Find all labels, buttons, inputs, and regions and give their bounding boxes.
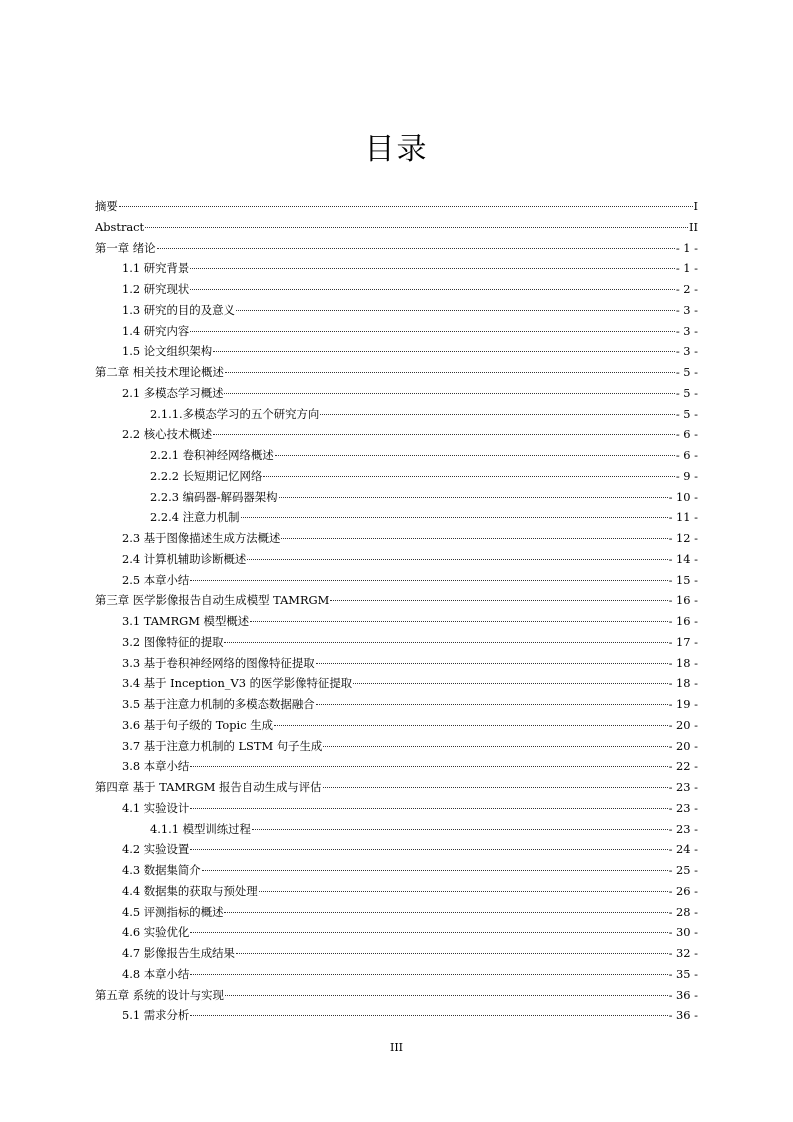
toc-entry-label: 第一章 绪论 bbox=[95, 240, 156, 255]
toc-entry[interactable] bbox=[95, 839, 698, 860]
toc-entry-page: II bbox=[689, 219, 698, 234]
toc-entry-label: 摘要 bbox=[95, 199, 118, 213]
toc-entry-label: 3.7 基于注意力机制的 LSTM 句子生成 bbox=[122, 738, 323, 753]
toc-entry-page: - 26 - bbox=[668, 883, 698, 898]
toc-entry[interactable] bbox=[95, 902, 698, 923]
toc-entry-page: - 17 - bbox=[668, 634, 698, 649]
toc-dot-leader bbox=[316, 704, 668, 705]
toc-entry[interactable] bbox=[95, 590, 698, 611]
toc-entry[interactable] bbox=[95, 922, 698, 943]
toc-entry-label: 1.5 论文组织架构 bbox=[122, 344, 213, 359]
toc-dot-leader bbox=[157, 248, 675, 249]
toc-entry-label: 1.4 研究内容 bbox=[122, 323, 190, 338]
toc-entry-page: - 22 - bbox=[668, 759, 698, 774]
toc-entry[interactable] bbox=[95, 466, 698, 487]
toc-entry-label: 4.6 实验优化 bbox=[122, 925, 190, 940]
toc-dot-leader bbox=[281, 538, 667, 539]
toc-dot-leader bbox=[330, 600, 667, 601]
toc-entry-label: 4.7 影像报告生成结果 bbox=[122, 946, 235, 960]
toc-entry-page: - 3 - bbox=[675, 302, 698, 317]
toc-entry[interactable] bbox=[95, 860, 698, 881]
toc-entry-page: - 5 - bbox=[675, 406, 698, 421]
toc-entry-label: 3.2 图像特征的提取 bbox=[122, 634, 224, 649]
toc-entry[interactable] bbox=[95, 694, 698, 715]
toc-entry[interactable] bbox=[95, 279, 698, 300]
toc-entry-page: - 15 - bbox=[668, 572, 698, 587]
toc-entry-page: - 18 - bbox=[668, 676, 698, 691]
toc-entry[interactable] bbox=[95, 653, 698, 674]
toc-entry-label: 4.8 本章小结 bbox=[122, 966, 190, 981]
toc-entry[interactable] bbox=[95, 487, 698, 508]
toc-entry-label: 4.2 实验设置 bbox=[122, 842, 190, 857]
toc-entry[interactable] bbox=[95, 507, 698, 528]
toc-entry-label: 2.2.4 注意力机制 bbox=[150, 510, 240, 525]
toc-entry-label: 4.1 实验设计 bbox=[122, 800, 190, 815]
toc-entry-page: - 2 - bbox=[675, 282, 698, 296]
toc-entry[interactable] bbox=[95, 1005, 698, 1026]
toc-entry-page: - 16 - bbox=[668, 593, 698, 608]
toc-entry-label: 3.5 基于注意力机制的多模态数据融合 bbox=[122, 697, 315, 711]
toc-entry-label: 4.4 数据集的获取与预处理 bbox=[122, 883, 258, 898]
toc-entry[interactable] bbox=[95, 404, 698, 425]
toc-entry[interactable] bbox=[95, 196, 698, 217]
toc-entry[interactable] bbox=[95, 238, 698, 259]
page-title: 目录 bbox=[364, 132, 429, 167]
toc-entry-page: - 18 - bbox=[668, 655, 698, 670]
toc-entry-label: 2.3 基于图像描述生成方法概述 bbox=[122, 531, 281, 545]
toc-dot-leader bbox=[279, 497, 668, 498]
toc-entry-label: 2.2.3 编码器-解码器架构 bbox=[150, 489, 278, 504]
toc-entry-label: 3.4 基于 Inception_V3 的医学影像特征提取 bbox=[122, 676, 353, 691]
toc-entry[interactable] bbox=[95, 570, 698, 591]
toc-entry-label: 2.2.1 卷积神经网络概述 bbox=[150, 448, 274, 462]
toc-dot-leader bbox=[316, 663, 668, 664]
toc-entry-page: - 14 - bbox=[668, 551, 698, 566]
toc-entry-label: 4.1.1 模型训练过程 bbox=[150, 821, 251, 836]
toc-entry-page: - 6 - bbox=[675, 427, 698, 442]
toc-entry-label: 第四章 基于 TAMRGM 报告自动生成与评估 bbox=[95, 780, 322, 794]
toc-entry-page: - 6 - bbox=[675, 448, 698, 462]
toc-dot-leader bbox=[247, 559, 667, 560]
toc-dot-leader bbox=[353, 683, 667, 684]
toc-entry-page: - 12 - bbox=[668, 531, 698, 545]
toc-entry-page: - 36 - bbox=[668, 1008, 698, 1023]
toc-entry[interactable] bbox=[95, 819, 698, 840]
toc-dot-leader bbox=[225, 995, 668, 996]
toc-entry-page: - 20 - bbox=[668, 738, 698, 753]
toc-entry-label: 1.3 研究的目的及意义 bbox=[122, 302, 235, 317]
toc-dot-leader bbox=[274, 725, 668, 726]
toc-dot-leader bbox=[225, 372, 675, 373]
toc-dot-leader bbox=[224, 912, 667, 913]
toc-entry-page: - 30 - bbox=[668, 925, 698, 940]
toc-entry[interactable] bbox=[95, 777, 698, 798]
toc-dot-leader bbox=[259, 891, 668, 892]
toc-dot-leader bbox=[323, 746, 667, 747]
toc-dot-leader bbox=[190, 849, 667, 850]
toc-entry-page: - 1 - bbox=[675, 261, 698, 276]
toc-entry[interactable] bbox=[95, 756, 698, 777]
toc-dot-leader bbox=[250, 621, 667, 622]
toc-entry[interactable] bbox=[95, 798, 698, 819]
toc-entry[interactable] bbox=[95, 528, 698, 549]
toc-dot-leader bbox=[241, 517, 668, 518]
toc-dot-leader bbox=[213, 351, 675, 352]
toc-entry-label: 1.1 研究背景 bbox=[122, 261, 190, 276]
toc-entry-page: - 32 - bbox=[668, 946, 698, 960]
toc-entry[interactable] bbox=[95, 424, 698, 445]
toc-entry[interactable] bbox=[95, 445, 698, 466]
toc-entry-label: 5.1 需求分析 bbox=[122, 1008, 190, 1023]
toc-entry-page: - 25 - bbox=[668, 863, 698, 877]
toc-dot-leader bbox=[236, 953, 668, 954]
toc-entry[interactable] bbox=[95, 258, 698, 279]
toc-entry-page: - 11 - bbox=[668, 510, 698, 525]
toc-dot-leader bbox=[190, 974, 667, 975]
page-number: III bbox=[389, 1041, 404, 1054]
toc-dot-leader bbox=[190, 808, 667, 809]
toc-entry-page: I bbox=[693, 199, 698, 213]
toc-dot-leader bbox=[263, 476, 674, 477]
toc-entry-page: - 20 - bbox=[668, 717, 698, 732]
toc-dot-leader bbox=[224, 642, 667, 643]
toc-entry[interactable] bbox=[95, 321, 698, 342]
toc-entry-page: - 3 - bbox=[675, 323, 698, 338]
toc-entry-label: 4.3 数据集简介 bbox=[122, 863, 201, 877]
toc-entry-page: - 35 - bbox=[668, 966, 698, 981]
toc-dot-leader bbox=[190, 331, 675, 332]
toc-entry[interactable] bbox=[95, 217, 698, 238]
toc-entry-page: - 23 - bbox=[668, 780, 698, 794]
toc-entry-label: 第五章 系统的设计与实现 bbox=[95, 987, 224, 1002]
toc-entry-page: - 10 - bbox=[668, 489, 698, 504]
toc-entry-page: - 24 - bbox=[668, 842, 698, 857]
toc-dot-leader bbox=[275, 455, 675, 456]
toc-entry-page: - 16 - bbox=[668, 614, 698, 628]
toc-dot-leader bbox=[236, 310, 675, 311]
toc-entry-page: - 23 - bbox=[668, 821, 698, 836]
toc-dot-leader bbox=[119, 206, 693, 207]
toc-entry[interactable] bbox=[95, 611, 698, 632]
toc-entry-page: - 9 - bbox=[675, 468, 698, 483]
toc-entry[interactable] bbox=[95, 964, 698, 985]
toc-entry-page: - 3 - bbox=[675, 344, 698, 359]
toc-dot-leader bbox=[145, 227, 688, 228]
toc-entry-label: 4.5 评测指标的概述 bbox=[122, 904, 224, 919]
toc-entry[interactable] bbox=[95, 673, 698, 694]
toc-entry-page: - 36 - bbox=[668, 987, 698, 1002]
toc-entry-label: Abstract bbox=[95, 219, 145, 234]
toc-entry[interactable] bbox=[95, 881, 698, 902]
toc-entry-label: 3.6 基于句子级的 Topic 生成 bbox=[122, 717, 273, 732]
toc-entry-page: - 19 - bbox=[668, 697, 698, 711]
toc-entry-label: 3.1 TAMRGM 模型概述 bbox=[122, 614, 250, 628]
toc-entry-label: 2.5 本章小结 bbox=[122, 572, 190, 587]
toc-entry-page: - 1 - bbox=[675, 240, 698, 255]
toc-dot-leader bbox=[190, 766, 667, 767]
toc-entry-label: 2.4 计算机辅助诊断概述 bbox=[122, 551, 247, 566]
toc-entry[interactable] bbox=[95, 943, 698, 964]
toc-entry-label: 2.2 核心技术概述 bbox=[122, 427, 213, 442]
toc-entry-label: 2.1 多模态学习概述 bbox=[122, 385, 224, 400]
toc-entry[interactable] bbox=[95, 985, 698, 1006]
toc-dot-leader bbox=[202, 870, 668, 871]
toc-entry[interactable] bbox=[95, 300, 698, 321]
toc-dot-leader bbox=[224, 393, 674, 394]
toc-entry-label: 2.2.2 长短期记忆网络 bbox=[150, 468, 263, 483]
toc-dot-leader bbox=[213, 434, 675, 435]
toc-entry-page: - 5 - bbox=[675, 385, 698, 400]
toc-entry-label: 2.1.1.多模态学习的五个研究方向 bbox=[150, 406, 320, 421]
toc-entry[interactable] bbox=[95, 383, 698, 404]
toc-entry[interactable] bbox=[95, 362, 698, 383]
toc-dot-leader bbox=[190, 932, 667, 933]
toc-entry-label: 1.2 研究现状 bbox=[122, 282, 190, 296]
toc-dot-leader bbox=[190, 580, 667, 581]
toc-entry-label: 3.8 本章小结 bbox=[122, 759, 190, 774]
toc-entry[interactable] bbox=[95, 341, 698, 362]
toc-entry-label: 第二章 相关技术理论概述 bbox=[95, 365, 224, 379]
table-of-contents bbox=[95, 196, 698, 1026]
toc-entry[interactable] bbox=[95, 736, 698, 757]
toc-entry-label: 3.3 基于卷积神经网络的图像特征提取 bbox=[122, 655, 315, 670]
toc-dot-leader bbox=[190, 268, 675, 269]
toc-entry-page: - 28 - bbox=[668, 904, 698, 919]
toc-entry-page: - 23 - bbox=[668, 800, 698, 815]
toc-dot-leader bbox=[190, 289, 675, 290]
toc-dot-leader bbox=[252, 829, 668, 830]
toc-entry[interactable] bbox=[95, 549, 698, 570]
toc-dot-leader bbox=[323, 787, 668, 788]
toc-entry-page: - 5 - bbox=[675, 365, 698, 379]
toc-entry[interactable] bbox=[95, 632, 698, 653]
toc-dot-leader bbox=[190, 1015, 667, 1016]
toc-entry[interactable] bbox=[95, 715, 698, 736]
toc-entry-label: 第三章 医学影像报告自动生成模型 TAMRGM bbox=[95, 593, 330, 608]
toc-dot-leader bbox=[320, 414, 675, 415]
